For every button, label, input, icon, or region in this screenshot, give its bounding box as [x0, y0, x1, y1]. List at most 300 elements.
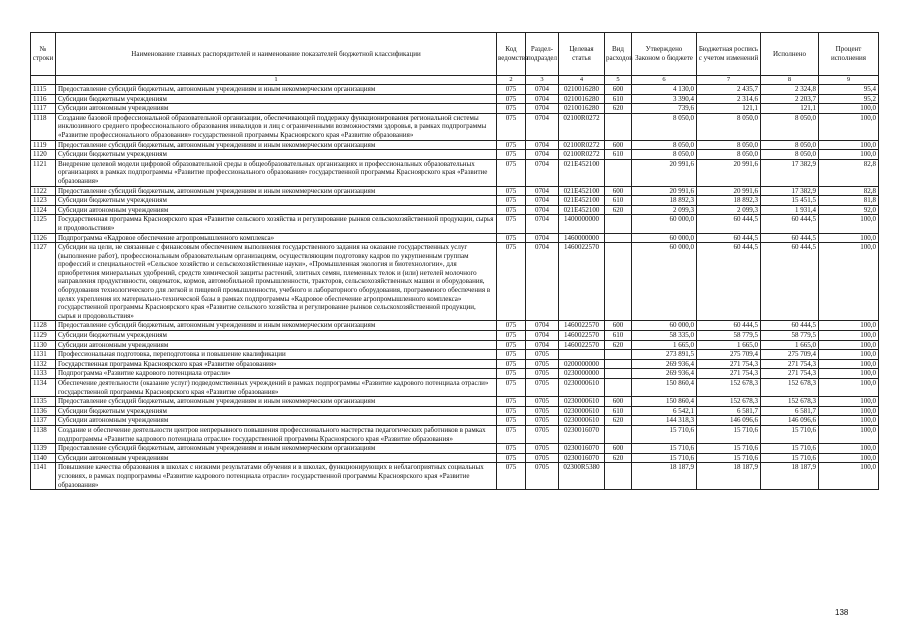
section-code: 0704	[526, 150, 559, 160]
department-code: 075	[497, 406, 526, 416]
section-code: 0705	[526, 359, 559, 369]
expense-type	[605, 215, 632, 233]
execution-percent: 100,0	[819, 406, 879, 416]
section-code: 0705	[526, 416, 559, 426]
section-code: 0704	[526, 340, 559, 350]
approved-amount: 58 335,0	[632, 331, 697, 341]
department-code: 075	[497, 140, 526, 150]
column-number: 2	[497, 76, 526, 85]
department-code: 075	[497, 94, 526, 104]
executed-amount: 60 444,5	[761, 321, 819, 331]
expense-type: 610	[605, 196, 632, 206]
expense-type: 610	[605, 150, 632, 160]
header-budget-schedule: Бюджетная роспись с учетом изменений	[697, 33, 761, 76]
row-name: Предоставление субсидий бюджетным, автономным учреждениям и иным некоммерческим организациям	[56, 397, 497, 407]
section-code: 0704	[526, 196, 559, 206]
table-row	[31, 321, 879, 331]
approved-amount: 3 390,4	[632, 94, 697, 104]
scheduled-amount: 15 710,6	[697, 444, 761, 454]
executed-amount: 146 096,6	[761, 416, 819, 426]
column-number: 8	[761, 76, 819, 85]
row-name: Субсидии бюджетным учреждениям	[56, 406, 497, 416]
expense-type: 620	[605, 453, 632, 463]
department-code: 075	[497, 215, 526, 233]
department-code: 075	[497, 369, 526, 379]
scheduled-amount: 58 779,5	[697, 331, 761, 341]
target-article: 021E452100	[559, 196, 605, 206]
row-name: Субсидии автономным учреждениям	[56, 453, 497, 463]
department-code: 075	[497, 359, 526, 369]
executed-amount: 60 444,5	[761, 233, 819, 243]
table-row	[31, 196, 879, 206]
scheduled-amount: 20 991,6	[697, 186, 761, 196]
table-row	[31, 369, 879, 379]
table-header-row	[31, 33, 879, 76]
department-code: 075	[497, 444, 526, 454]
execution-percent: 82,8	[819, 186, 879, 196]
scheduled-amount: 6 581,7	[697, 406, 761, 416]
executed-amount: 15 710,6	[761, 425, 819, 443]
executed-amount: 15 710,6	[761, 444, 819, 454]
column-number: 5	[605, 76, 632, 85]
scheduled-amount: 2 314,6	[697, 94, 761, 104]
department-code: 075	[497, 186, 526, 196]
budget-table-page	[30, 32, 878, 490]
department-code: 075	[497, 463, 526, 490]
target-article: 0230000610	[559, 397, 605, 407]
expense-type: 600	[605, 140, 632, 150]
table-row	[31, 350, 879, 360]
approved-amount: 144 318,3	[632, 416, 697, 426]
target-article: 0210016280	[559, 94, 605, 104]
target-article: 0200000000	[559, 359, 605, 369]
approved-amount: 1 665,0	[632, 340, 697, 350]
section-code: 0704	[526, 186, 559, 196]
target-article: 0230000610	[559, 416, 605, 426]
executed-amount: 152 678,3	[761, 379, 819, 397]
target-article: 0210016280	[559, 104, 605, 114]
budget-execution-table	[30, 32, 879, 490]
section-code: 0705	[526, 397, 559, 407]
section-code: 0704	[526, 113, 559, 140]
row-name: Субсидии бюджетным учреждениям	[56, 150, 497, 160]
row-name: Субсидии автономным учреждениям	[56, 340, 497, 350]
header-section: Раздел-подраздел	[526, 33, 559, 76]
section-code: 0704	[526, 321, 559, 331]
department-code: 075	[497, 379, 526, 397]
execution-percent: 100,0	[819, 379, 879, 397]
table-row	[31, 331, 879, 341]
executed-amount: 18 187,9	[761, 463, 819, 490]
scheduled-amount: 121,1	[697, 104, 761, 114]
expense-type	[605, 425, 632, 443]
row-number: 1130	[31, 340, 56, 350]
execution-percent: 100,0	[819, 416, 879, 426]
row-number: 1125	[31, 215, 56, 233]
column-number: 3	[526, 76, 559, 85]
row-name: Государственная программа Красноярского края «Развитие образования»	[56, 359, 497, 369]
executed-amount: 275 709,4	[761, 350, 819, 360]
table-row	[31, 113, 879, 140]
executed-amount: 15 451,5	[761, 196, 819, 206]
executed-amount: 271 754,3	[761, 369, 819, 379]
scheduled-amount: 60 444,5	[697, 215, 761, 233]
header-target-article: Целевая статья	[559, 33, 605, 76]
target-article: 0210016280	[559, 85, 605, 95]
scheduled-amount: 1 665,0	[697, 340, 761, 350]
execution-percent: 100,0	[819, 113, 879, 140]
row-name: Предоставление субсидий бюджетным, автономным учреждениям и иным некоммерческим организациям	[56, 186, 497, 196]
execution-percent: 100,0	[819, 331, 879, 341]
row-number: 1134	[31, 379, 56, 397]
expense-type: 620	[605, 104, 632, 114]
executed-amount: 2 324,8	[761, 85, 819, 95]
target-article: 1460022570	[559, 340, 605, 350]
row-name: Подпрограмма «Развитие кадрового потенциала отрасли»	[56, 369, 497, 379]
department-code: 075	[497, 113, 526, 140]
approved-amount: 273 891,5	[632, 350, 697, 360]
target-article: 02100R0272	[559, 150, 605, 160]
row-number: 1139	[31, 444, 56, 454]
target-article: 0230016070	[559, 444, 605, 454]
execution-percent: 82,8	[819, 159, 879, 186]
approved-amount: 15 710,6	[632, 425, 697, 443]
department-code: 075	[497, 331, 526, 341]
target-article	[559, 350, 605, 360]
table-row	[31, 186, 879, 196]
scheduled-amount: 60 444,5	[697, 243, 761, 321]
expense-type	[605, 359, 632, 369]
header-executed: Исполнено	[761, 33, 819, 76]
department-code: 075	[497, 416, 526, 426]
department-code: 075	[497, 425, 526, 443]
approved-amount: 269 936,4	[632, 369, 697, 379]
table-row	[31, 406, 879, 416]
table-row	[31, 150, 879, 160]
row-number: 1129	[31, 331, 56, 341]
executed-amount: 17 382,9	[761, 186, 819, 196]
row-name: Внедрение целевой модели цифровой образовательной среды в общеобразовательных организациях и профессиональных образовательных организациях в рамках подпрограммы «Развитие профессионального образования» государственной программы Красноярского края «Развитие образования»	[56, 159, 497, 186]
header-department-code: Код ведомства	[497, 33, 526, 76]
target-article: 02100R0272	[559, 140, 605, 150]
scheduled-amount: 15 710,6	[697, 453, 761, 463]
executed-amount: 152 678,3	[761, 397, 819, 407]
executed-amount: 8 050,0	[761, 113, 819, 140]
section-code: 0704	[526, 140, 559, 150]
target-article: 1400000000	[559, 215, 605, 233]
table-row	[31, 243, 879, 321]
table-row	[31, 416, 879, 426]
approved-amount: 8 050,0	[632, 140, 697, 150]
row-number: 1126	[31, 233, 56, 243]
execution-percent: 100,0	[819, 150, 879, 160]
table-row	[31, 340, 879, 350]
column-number: 4	[559, 76, 605, 85]
executed-amount: 2 203,7	[761, 94, 819, 104]
row-number: 1135	[31, 397, 56, 407]
approved-amount: 60 000,0	[632, 243, 697, 321]
execution-percent: 92,0	[819, 205, 879, 215]
department-code: 075	[497, 104, 526, 114]
row-number: 1120	[31, 150, 56, 160]
row-name: Предоставление субсидий бюджетным, автономным учреждениям и иным некоммерческим организациям	[56, 444, 497, 454]
expense-type: 610	[605, 94, 632, 104]
column-number: 9	[819, 76, 879, 85]
section-code: 0705	[526, 453, 559, 463]
approved-amount: 60 000,0	[632, 233, 697, 243]
target-article: 021E452100	[559, 186, 605, 196]
execution-percent: 100,0	[819, 369, 879, 379]
row-name: Субсидии автономным учреждениям	[56, 205, 497, 215]
table-row	[31, 85, 879, 95]
department-code: 075	[497, 340, 526, 350]
section-code: 0704	[526, 85, 559, 95]
row-name: Предоставление субсидий бюджетным, автономным учреждениям и иным некоммерческим организациям	[56, 140, 497, 150]
table-row	[31, 140, 879, 150]
executed-amount: 15 710,6	[761, 453, 819, 463]
execution-percent: 100,0	[819, 340, 879, 350]
expense-type: 600	[605, 444, 632, 454]
executed-amount: 6 581,7	[761, 406, 819, 416]
executed-amount: 121,1	[761, 104, 819, 114]
approved-amount: 739,6	[632, 104, 697, 114]
department-code: 075	[497, 205, 526, 215]
executed-amount: 60 444,5	[761, 215, 819, 233]
row-number: 1122	[31, 186, 56, 196]
section-code: 0704	[526, 104, 559, 114]
target-article: 0230000610	[559, 406, 605, 416]
expense-type: 620	[605, 416, 632, 426]
scheduled-amount: 18 187,9	[697, 463, 761, 490]
expense-type	[605, 369, 632, 379]
approved-amount: 15 710,6	[632, 444, 697, 454]
row-number: 1141	[31, 463, 56, 490]
execution-percent: 95,2	[819, 94, 879, 104]
target-article: 021E452100	[559, 205, 605, 215]
scheduled-amount: 8 050,0	[697, 140, 761, 150]
table-row	[31, 159, 879, 186]
row-number: 1137	[31, 416, 56, 426]
department-code: 075	[497, 196, 526, 206]
target-article: 0230000000	[559, 369, 605, 379]
header-row-number: № строки	[31, 33, 56, 76]
section-code: 0704	[526, 331, 559, 341]
department-code: 075	[497, 321, 526, 331]
expense-type: 600	[605, 397, 632, 407]
target-article: 0230016070	[559, 453, 605, 463]
section-code: 0705	[526, 406, 559, 416]
row-number: 1133	[31, 369, 56, 379]
scheduled-amount: 15 710,6	[697, 425, 761, 443]
expense-type	[605, 159, 632, 186]
expense-type: 610	[605, 406, 632, 416]
row-name: Субсидии бюджетным учреждениям	[56, 196, 497, 206]
scheduled-amount: 146 096,6	[697, 416, 761, 426]
column-number: 7	[697, 76, 761, 85]
table-body	[31, 85, 879, 490]
scheduled-amount: 8 050,0	[697, 113, 761, 140]
page-number: 138	[835, 608, 849, 617]
execution-percent: 100,0	[819, 321, 879, 331]
header-execution-percent: Процент исполнения	[819, 33, 879, 76]
scheduled-amount: 60 444,5	[697, 321, 761, 331]
executed-amount: 8 050,0	[761, 150, 819, 160]
column-number	[31, 76, 56, 85]
target-article: 1460000000	[559, 233, 605, 243]
approved-amount: 15 710,6	[632, 453, 697, 463]
expense-type: 600	[605, 85, 632, 95]
target-article: 0230000610	[559, 379, 605, 397]
execution-percent: 100,0	[819, 233, 879, 243]
row-number: 1124	[31, 205, 56, 215]
section-code: 0705	[526, 444, 559, 454]
approved-amount: 18 187,9	[632, 463, 697, 490]
approved-amount: 20 991,6	[632, 159, 697, 186]
row-name: Подпрограмма «Кадровое обеспечение агропромышленного комплекса»	[56, 233, 497, 243]
column-number: 6	[632, 76, 697, 85]
scheduled-amount: 152 678,3	[697, 397, 761, 407]
executed-amount: 1 931,4	[761, 205, 819, 215]
expense-type	[605, 243, 632, 321]
department-code: 075	[497, 243, 526, 321]
table-row	[31, 359, 879, 369]
execution-percent: 100,0	[819, 350, 879, 360]
section-code: 0704	[526, 205, 559, 215]
row-name: Государственная программа Красноярского края «Развитие сельского хозяйства и регулирование рынков сельскохозяйственной продукции, сырья и продовольствия»	[56, 215, 497, 233]
expense-type: 620	[605, 340, 632, 350]
row-number: 1131	[31, 350, 56, 360]
department-code: 075	[497, 453, 526, 463]
header-name: Наименование главных распорядителей и наименование показателей бюджетной классификации	[56, 33, 497, 76]
executed-amount: 58 779,5	[761, 331, 819, 341]
execution-percent: 100,0	[819, 215, 879, 233]
approved-amount: 150 860,4	[632, 379, 697, 397]
approved-amount: 8 050,0	[632, 150, 697, 160]
row-name: Субсидии на цели, не связанные с финансовым обеспечением выполнения государственного задания на оказание государственных услуг (выполнение работ), профессиональным образовательным организациям, осуществляющим подготовку кадров по укрупненным группам профессий и специальностей «Сельское хозяйство и сельскохозяйственные науки», «Промышленная экология и биотехнологии», для приобретения минеральных удобрений, средств химической защиты растений, элитных семян, племенных телок и (или) нетелей молочного направления продуктивности, овцематок, кормов, автомобильной промышленности, тракторов, сельскохозяйственных машин и оборудования, оборудования технологического для легкой и пищевой промышленности, учебного и лабораторного оборудования, программного обеспечения в целях укрепления их материально-технической базы в рамках подпрограммы «Кадровое обеспечение агропромышленного комплекса» государственной программы Красноярского края «Развитие сельского хозяйства и регулирование рынков сельскохозяйственной продукции, сырья и продовольствия»	[56, 243, 497, 321]
row-name: Обеспечение деятельности (оказание услуг) подведомственных учреждений в рамках подпрограммы «Развитие кадрового потенциала отрасли» государственной программы Красноярского края «Развитие образования»	[56, 379, 497, 397]
row-number: 1116	[31, 94, 56, 104]
row-number: 1128	[31, 321, 56, 331]
header-expense-type: Вид расходов	[605, 33, 632, 76]
table-row	[31, 233, 879, 243]
execution-percent: 81,8	[819, 196, 879, 206]
executed-amount: 8 050,0	[761, 140, 819, 150]
execution-percent: 100,0	[819, 425, 879, 443]
execution-percent: 100,0	[819, 104, 879, 114]
approved-amount: 60 000,0	[632, 321, 697, 331]
scheduled-amount: 152 678,3	[697, 379, 761, 397]
table-row	[31, 425, 879, 443]
execution-percent: 100,0	[819, 444, 879, 454]
row-number: 1115	[31, 85, 56, 95]
row-number: 1121	[31, 159, 56, 186]
row-number: 1132	[31, 359, 56, 369]
expense-type: 620	[605, 205, 632, 215]
department-code: 075	[497, 233, 526, 243]
expense-type: 610	[605, 331, 632, 341]
row-number: 1127	[31, 243, 56, 321]
scheduled-amount: 271 754,3	[697, 369, 761, 379]
section-code: 0704	[526, 159, 559, 186]
row-name: Профессиональная подготовка, переподготовка и повышение квалификации	[56, 350, 497, 360]
department-code: 075	[497, 150, 526, 160]
section-code: 0704	[526, 94, 559, 104]
row-name: Субсидии автономным учреждениям	[56, 104, 497, 114]
department-code: 075	[497, 397, 526, 407]
table-row	[31, 444, 879, 454]
scheduled-amount: 2 435,7	[697, 85, 761, 95]
scheduled-amount: 18 892,3	[697, 196, 761, 206]
section-code: 0705	[526, 463, 559, 490]
column-number-row	[31, 76, 879, 85]
execution-percent: 100,0	[819, 359, 879, 369]
expense-type: 600	[605, 186, 632, 196]
table-row	[31, 104, 879, 114]
expense-type	[605, 463, 632, 490]
target-article: 1460022570	[559, 321, 605, 331]
scheduled-amount: 60 444,5	[697, 233, 761, 243]
table-row	[31, 205, 879, 215]
scheduled-amount: 2 099,3	[697, 205, 761, 215]
scheduled-amount: 8 050,0	[697, 150, 761, 160]
table-row	[31, 94, 879, 104]
approved-amount: 60 000,0	[632, 215, 697, 233]
department-code: 075	[497, 159, 526, 186]
section-code: 0705	[526, 425, 559, 443]
expense-type: 600	[605, 321, 632, 331]
row-name: Предоставление субсидий бюджетным, автономным учреждениям и иным некоммерческим организациям	[56, 321, 497, 331]
target-article: 02100R0272	[559, 113, 605, 140]
executed-amount: 60 444,5	[761, 243, 819, 321]
section-code: 0705	[526, 379, 559, 397]
target-article: 0230016070	[559, 425, 605, 443]
executed-amount: 17 382,9	[761, 159, 819, 186]
scheduled-amount: 271 754,3	[697, 359, 761, 369]
row-name: Повышение качества образования в школах с низкими результатами обучения и в школах, функционирующих в неблагоприятных социальных условиях, в рамках подпрограммы «Развитие кадрового потенциала отрасли» государственной программы Красноярского края «Развитие образования»	[56, 463, 497, 490]
table-row	[31, 453, 879, 463]
row-number: 1119	[31, 140, 56, 150]
scheduled-amount: 20 991,6	[697, 159, 761, 186]
target-article: 02300R5380	[559, 463, 605, 490]
approved-amount: 8 050,0	[632, 113, 697, 140]
row-name: Субсидии бюджетным учреждениям	[56, 94, 497, 104]
column-number: 1	[56, 76, 497, 85]
section-code: 0705	[526, 350, 559, 360]
table-row	[31, 379, 879, 397]
row-number: 1136	[31, 406, 56, 416]
approved-amount: 18 892,3	[632, 196, 697, 206]
expense-type	[605, 350, 632, 360]
header-approved-by-law: Утверждено Законом о бюджете	[632, 33, 697, 76]
execution-percent: 100,0	[819, 397, 879, 407]
scheduled-amount: 275 709,4	[697, 350, 761, 360]
target-article: 1460022570	[559, 331, 605, 341]
table-row	[31, 215, 879, 233]
row-number: 1123	[31, 196, 56, 206]
department-code: 075	[497, 350, 526, 360]
executed-amount: 271 754,3	[761, 359, 819, 369]
approved-amount: 2 099,3	[632, 205, 697, 215]
execution-percent: 100,0	[819, 463, 879, 490]
row-number: 1140	[31, 453, 56, 463]
execution-percent: 100,0	[819, 453, 879, 463]
expense-type	[605, 379, 632, 397]
row-name: Создание базовой профессиональной образовательной организации, обеспечивающей поддержку функционирования региональной системы инклюзивного среднего профессионального образования инвалидов и лиц с ограниченными возможностями здоровья, в рамках подпрограммы «Развитие профессионального образования» государственной программы Красноярского края «Развитие образования»	[56, 113, 497, 140]
section-code: 0704	[526, 215, 559, 233]
target-article: 1460022570	[559, 243, 605, 321]
table-row	[31, 463, 879, 490]
approved-amount: 20 991,6	[632, 186, 697, 196]
